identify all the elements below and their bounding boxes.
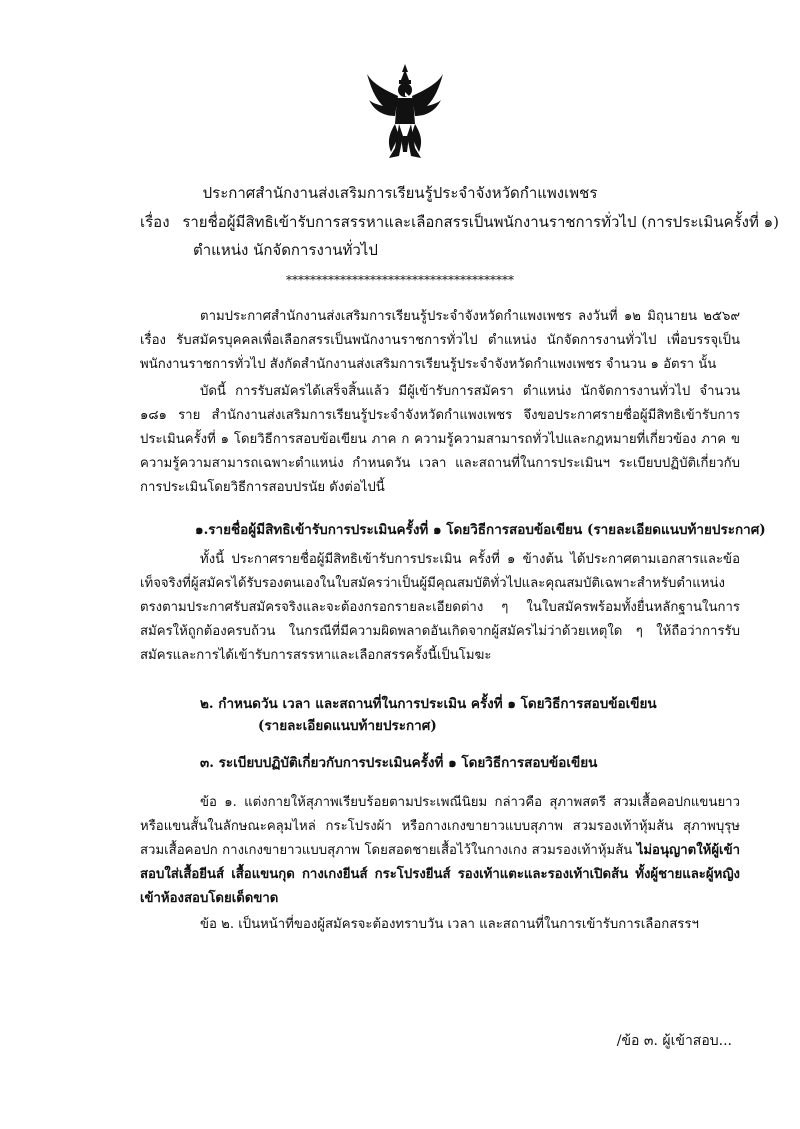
section-2-detail: (รายละเอียดแนบท้ายประกาศ) xyxy=(258,718,437,734)
paragraph-dress-code xyxy=(140,791,740,911)
garuda-emblem-icon xyxy=(365,62,445,162)
continuation-note: /ข้อ ๓. ผู้เข้าสอบ... xyxy=(616,1033,732,1049)
subject-text: รายชื่อผู้มีสิทธิเข้ารับการสรรหาและเลือกสรรเป็นพนักงานราชการทั่วไป (การประเมินครั้งที่ ๑) xyxy=(182,213,780,231)
dress-code-prohibition: ไม่อนุญาตให้ผู้เข้าสอบใส่เสื้อยีนส์ เสื้อแขนกุด กางเกงยีนส์ กระโปรงยีนส์ รองเท้าแตะและรองเท้าเปิดส้น ทั้งผู้ชายและผู้หญิงเข้าห้องสอบโดยเด็ดขาด xyxy=(140,843,740,906)
position-line: ตำแหน่ง นักจัดการงานทั่วไป xyxy=(193,241,378,259)
section-2-heading: ๒. กำหนดวัน เวลา และสถานที่ในการประเมิน ครั้งที่ ๑ โดยวิธีการสอบข้อเขียน xyxy=(200,696,657,712)
paragraph-duty: ข้อ ๒. เป็นหน้าที่ของผู้สมัครจะต้องทราบวัน เวลา และสถานที่ในการเข้ารับการเลือกสรรฯ xyxy=(200,917,699,932)
section-3-heading: ๓. ระเบียบปฏิบัติเกี่ยวกับการประเมินครั้งที่ ๑ โดยวิธีการสอบข้อเขียน xyxy=(200,755,598,771)
dress-code-text: ข้อ ๑. แต่งกายให้สุภาพเรียบร้อยตามประเพณีนิยม กล่าวคือ สุภาพสตรี สวมเสื้อคอปกแขนยาวหรือแขนสั้นในลักษณะคลุมไหล่ กระโปรงผ้า หรือกางเกงขายาวแบบสุภาพ สวมรองเท้าหุ้มส้น สุภาพบุรุษ สวมเสื้อคอปก กางเกงขายาวแบบสุภาพ โดยสอดชายเสื้อไว้ในกางเกง สวมรองเท้าหุ้มส้น xyxy=(140,795,740,858)
paragraph-announcement: บัดนี้ การรับสมัครได้เสร็จสิ้นแล้ว มีผู้เข้ารับการสมัครา ตำแหน่ง นักจัดการงานทั่วไป จำนวน ๑๘๑ ราย สำนักงานส่งเสริมการเรียนรู้ประจำจังหวัดกำแพงเพชร จึงขอประกาศรายชื่อผู้มีสิทธิเข้ารับการประเมินครั้งที่ ๑ โดยวิธีการสอบข้อเขียน ภาค ก ความรู้ความสามารถทั่วไปและกฎหมายที่เกี่ยวข้อง ภาค ข ความรู้ความสามารถเฉพาะตำแหน่ง กำหนดวัน เวลา และสถานที่ในการประเมินฯ ระเบียบปฏิบัติเกี่ยวกับการประเมินโดยวิธีการสอบปรนัย ดังต่อไปนี้ xyxy=(140,384,740,495)
paragraph-intro: ตามประกาศสำนักงานส่งเสริมการเรียนรู้ประจำจังหวัดกำแพงเพชร ลงวันที่ ๑๒ มิถุนายน ๒๕๖๙ เรื่อง รับสมัครบุคคลเพื่อเลือกสรรเป็นพนักงานราชการทั่วไป ตำแหน่ง นักจัดการงานทั่วไป เพื่อบรรจุเป็นพนักงานราชการทั่วไป สังกัดสำนักงานส่งเสริมการเรียนรู้ประจำจังหวัดกำแพงเพชร จำนวน ๑ อัตรา นั้น xyxy=(140,309,740,372)
paragraph-conditions: ทั้งนี้ ประกาศรายชื่อผู้มีสิทธิเข้ารับการประเมิน ครั้งที่ ๑ ข้างต้น ได้ประกาศตามเอกสารและข้อเท็จจริงที่ผู้สมัครได้รับรองตนเองในใบสมัครว่าเป็นผู้มีคุณสมบัติทั่วไปและคุณสมบัติเฉพาะสำหรับตำแหน่งตรงตามประกาศรับสมัครจริงและจะต้องกรอกรายละเอียดต่าง ๆ ในใบสมัครพร้อมทั้งยื่นหลักฐานในการสมัครให้ถูกต้องครบถ้วน ในกรณีที่มีความผิดพลาดอันเกิดจากผู้สมัครไม่ว่าด้วยเหตุใด ๆ ให้ถือว่าการรับสมัครและการได้เข้ารับการสรรหาและเลือกสรรครั้งนี้เป็นโมฆะ xyxy=(140,552,740,663)
announcement-title: ประกาศสำนักงานส่งเสริมการเรียนรู้ประจำจังหวัดกำแพงเพชร xyxy=(202,184,598,202)
subject-line xyxy=(140,212,779,232)
separator-stars: ************************************** xyxy=(286,273,514,287)
section-1-heading: ๑.รายชื่อผู้มีสิทธิเข้ารับการประเมินครั้งที่ ๑ โดยวิธีการสอบข้อเขียน (รายละเอียดแนบท้ายประกาศ) xyxy=(195,522,766,538)
subject-label: เรื่อง xyxy=(140,213,170,231)
